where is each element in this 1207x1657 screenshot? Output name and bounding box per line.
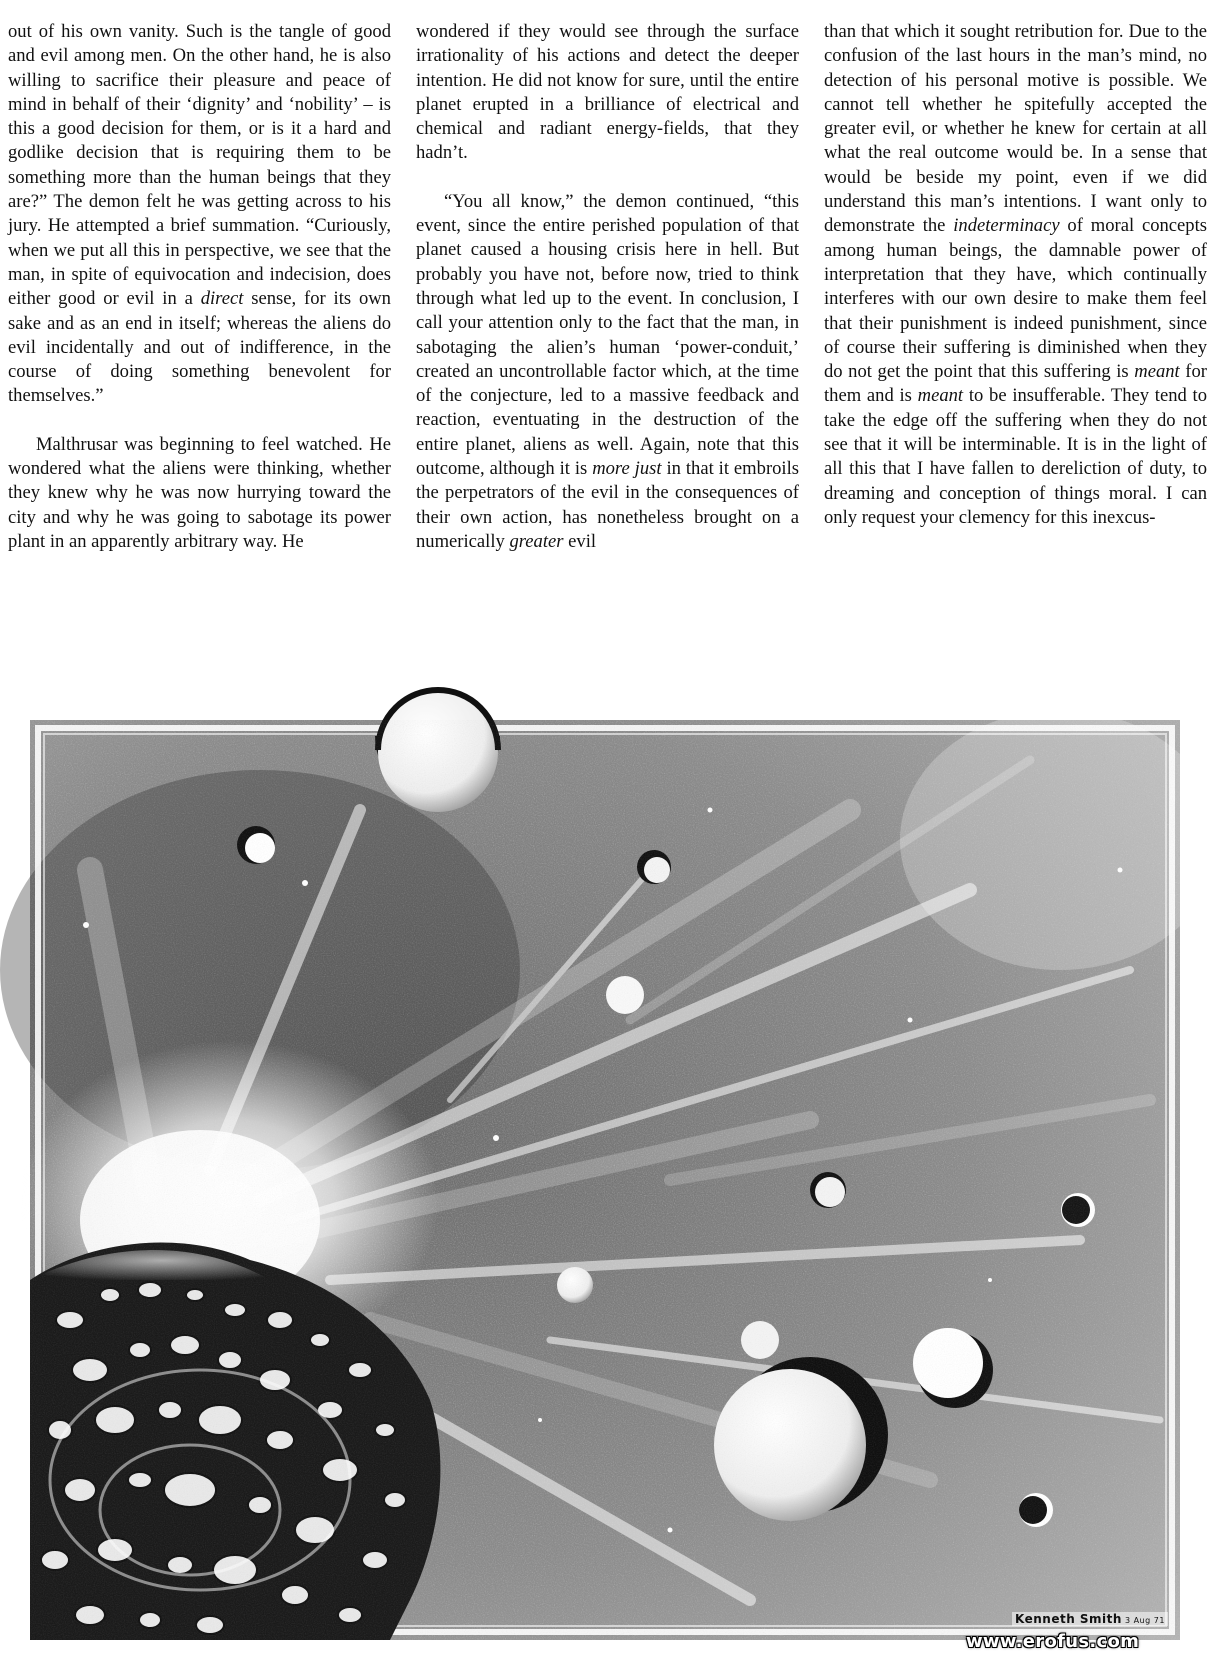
text-run: to be insufferable. They tend to take the edge off the suffering when they do not see that it will be interminable. It is in the light of all this that I have fallen to dereliction of duty, to dreaming and conception of things moral. I can only request your clemency for this inexcus- xyxy=(824,385,1207,528)
text-column-2 xyxy=(416,20,799,660)
text-run: of moral concepts among human beings, the damnable power of interpretation that they have, which continually interferes with our own desire to make them feel that their punishment is indeed punishment, since of course their suffering is diminished when they do not get the point that this suffering is xyxy=(824,215,1207,383)
text-column-1 xyxy=(8,20,391,660)
text-run: than that which it sought retribution for. Due to the confusion of the last hours in the man’s mind, no detection of his personal motive is possible. We cannot tell whether he spitefully accepted the greater evil, or whether he knew for certain at all what the real outcome would be. In a sense that would be beside my point, even if we did understand this man’s intentions. I want only to demonstrate the xyxy=(824,21,1207,237)
watermark: www.erofus.com xyxy=(966,1631,1140,1652)
emphasis-text: meant xyxy=(1134,361,1180,383)
space-illustration xyxy=(30,720,1180,1640)
text-run: out of his own vanity. Such is the tangle of good and evil among men. On the other hand, he is also willing to sacrifice their pleasure and peace of mind in behalf of their ‘dignity’ and ‘nobility’ – is this a good decision for them, or is it a hard and godlike decision that is requiring them to be something more than the human beings that they are?” The demon felt he was getting across to his jury. He attempted a brief summation. “Curiously, when we put all this in perspective, we see that the man, in spite of equivocation and indecision, does either good or evil in a xyxy=(8,21,391,310)
space-illustration-drawing xyxy=(30,720,1180,1640)
text-run: evil xyxy=(563,530,597,552)
artist-signature xyxy=(1012,1612,1168,1626)
emphasis-text: greater xyxy=(509,530,564,552)
text-run: in that it embroils the perpetrators of the evil in the consequences of their own action, has nonetheless brought on a numerically xyxy=(416,458,799,552)
paragraph xyxy=(824,20,1207,530)
emphasis-text: meant xyxy=(917,385,964,407)
paragraph xyxy=(416,20,799,166)
paragraph xyxy=(8,20,391,409)
artist-signature-date: 3 Aug 71 xyxy=(1124,1616,1165,1625)
artist-signature-name: Kenneth Smith xyxy=(1015,1612,1122,1626)
emphasis-text: more just xyxy=(592,458,662,480)
emphasis-text: direct xyxy=(200,288,244,310)
text-run: sense, for its own sake and as an end in itself; whereas the aliens do evil incidentally and out of indifference, in the course of doing something benevolent for themselves.” xyxy=(8,288,391,407)
paragraph xyxy=(8,433,391,554)
paragraph xyxy=(416,190,799,554)
text-run: Malthrusar was beginning to feel watched. He wondered what the aliens were thinking, whether they knew why he was now hurrying toward the city and why he was going to sabotage its power plant in an apparently arbitrary way. He xyxy=(8,433,391,552)
article-body xyxy=(8,20,1207,660)
text-run: for them and is xyxy=(824,361,1207,407)
text-column-3 xyxy=(824,20,1207,660)
emphasis-text: indeterminacy xyxy=(953,215,1060,237)
text-run: wondered if they would see through the surface irrationality of his actions and detect the deeper intention. He did not know for sure, until the entire planet erupted in a brilliance of electrical and chemical and radiant energy-fields, that they hadn’t. xyxy=(416,21,799,164)
text-run: “You all know,” the demon continued, “this event, since the entire perished population of that planet caused a housing crisis here in hell. But probably you have not, before now, tried to think through what led up to the event. In conclusion, I call your attention only to the fact that the man, in sabotaging the alien’s human ‘power-conduit,’ created an uncontrollable factor which, at the time of the conjecture, led to a massive feedback and reaction, eventuating in the destruction of the entire planet, aliens as well. Again, note that this outcome, although it is xyxy=(416,190,799,480)
